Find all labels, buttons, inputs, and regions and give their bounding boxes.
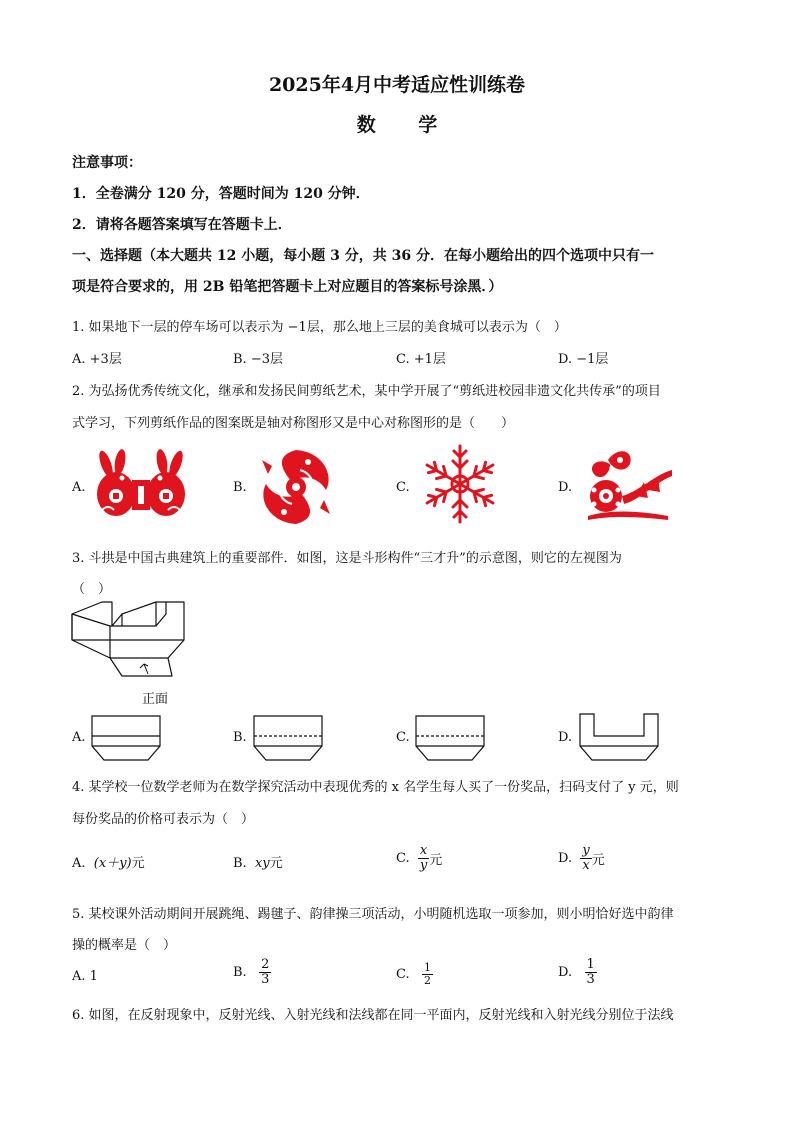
- q3-label-a: A.: [72, 730, 86, 745]
- q5-label-b: B.: [233, 965, 247, 980]
- bracket-3d-figure: [70, 600, 190, 682]
- fraction-numerator: 1: [424, 961, 432, 974]
- q3-view-b: [252, 714, 324, 762]
- q3-label-c: C.: [396, 730, 410, 745]
- q4-option-c-unit: 元: [429, 853, 443, 868]
- q2-label-d: D.: [558, 480, 573, 495]
- q3-view-a: [90, 714, 162, 762]
- q5-option-c: [396, 962, 433, 987]
- q4-option-b-unit: 元: [269, 856, 283, 871]
- q4-label-b: B.: [233, 856, 247, 871]
- q4-option-d-fraction: [580, 844, 591, 873]
- section-heading-line-2: 项是符合要求的，用 2B 铅笔把答题卡上对应题目的答案标号涂黑．）: [72, 279, 503, 295]
- q3-view-c: [414, 714, 486, 762]
- front-view-label: 正面: [142, 692, 169, 707]
- q1-option-d: D. −1层: [558, 352, 609, 367]
- q4-option-a-unit: 元: [131, 856, 145, 871]
- q4-option-b-expr: xy: [254, 856, 270, 871]
- subject-title: 数 学: [356, 114, 456, 136]
- question-4-line-2: 每份奖品的价格可表示为（ ）: [72, 812, 255, 827]
- q5-option-a-value: 1: [89, 969, 98, 984]
- q2-label-b: B.: [233, 480, 247, 495]
- question-5-line-1: 5. 某校课外活动期间开展跳绳、踢毽子、韵律操三项活动，小明随机选取一项参加，则小明恰好选中韵律: [72, 907, 674, 922]
- q4-option-d: [558, 844, 605, 873]
- q3-label-b: B.: [233, 730, 247, 745]
- q4-option-c-fraction: [418, 844, 429, 873]
- q5-label-c: C.: [396, 967, 410, 982]
- notes-heading: 注意事项：: [72, 155, 142, 171]
- q4-label-c: C.: [396, 851, 410, 866]
- q4-label-d: D.: [558, 851, 573, 866]
- fraction-denominator: 2: [424, 974, 432, 987]
- q4-label-a: A.: [72, 856, 86, 871]
- fraction-denominator: y: [419, 858, 428, 873]
- q2-label-c: C.: [396, 480, 410, 495]
- question-2-line-2: 式学习，下列剪纸作品的图案既是轴对称图形又是中心对称图形的是（ ）: [72, 416, 515, 431]
- q5-option-d: [558, 958, 597, 987]
- q3-label-d: D.: [558, 730, 573, 745]
- q4-option-a-expr: (x＋y): [93, 856, 132, 871]
- q5-option-b: [233, 958, 271, 987]
- question-3-line-1: 3. 斗拱是中国古典建筑上的重要部件．如图，这是斗形构件“三才升”的示意图，则它的左视图为: [72, 551, 622, 566]
- question-2-line-1: 2. 为弘扬优秀传统文化，继承和发扬民间剪纸艺术，某中学开展了“剪纸进校园非遗文化共传承”的项目: [72, 384, 661, 399]
- q4-option-d-unit: 元: [591, 853, 605, 868]
- q5-option-b-fraction: [259, 958, 271, 987]
- q5-option-c-fraction: [422, 962, 433, 987]
- fraction-numerator: x: [419, 843, 428, 858]
- q1-option-a: A. +3层: [72, 352, 122, 367]
- question-5-line-2: 操的概率是（ ）: [72, 938, 177, 953]
- question-4-line-1: 4. 某学校一位数学老师为在数学探究活动中表现优秀的 x 名学生每人买了一份奖品，扫码支付了 y 元，则: [72, 780, 679, 795]
- q4-option-c: [396, 844, 442, 873]
- question-1-text: 1. 如果地下一层的停车场可以表示为 −1层，那么地上三层的美食城可以表示为（ ）: [72, 320, 567, 335]
- fraction-denominator: 3: [261, 972, 270, 987]
- q5-option-a: [72, 969, 98, 984]
- fraction-denominator: 3: [586, 972, 595, 987]
- notes-item-1: 1．全卷满分 120 分，答题时间为 120 分钟．: [72, 186, 370, 202]
- fraction-numerator: 1: [586, 957, 595, 972]
- q5-option-d-fraction: [585, 958, 597, 987]
- section-heading-line-1: 一、选择题（本大题共 12 小题，每小题 3 分，共 36 分．在每小题给出的四个选项中只有一: [72, 248, 654, 264]
- fraction-numerator: y: [582, 843, 590, 858]
- q2-label-a: A.: [72, 480, 86, 495]
- papercut-butterfly-flower-image: [578, 446, 674, 524]
- q4-option-a: [72, 852, 145, 871]
- q5-label-a: A.: [72, 969, 86, 984]
- q1-option-c: C. +1层: [396, 352, 446, 367]
- papercut-rabbits-image: [92, 450, 190, 524]
- q3-view-d: [578, 712, 660, 762]
- q1-option-b: B. −3层: [233, 352, 283, 367]
- notes-item-2: 2．请将各题答案填写在答题卡上．: [72, 217, 292, 233]
- papercut-snowflake-image: [418, 442, 502, 526]
- exam-title: 2025年4月中考适应性训练卷: [268, 74, 526, 96]
- fraction-denominator: x: [580, 858, 591, 873]
- question-6-line-1: 6. 如图，在反射现象中，反射光线、入射光线和法线都在同一平面内，反射光线和入射光线分别位于法线: [72, 1008, 674, 1023]
- q4-option-b: [233, 852, 283, 871]
- papercut-fish-image: [256, 446, 336, 528]
- question-3-line-2: （ ）: [72, 582, 112, 597]
- fraction-numerator: 2: [261, 957, 270, 972]
- q5-label-d: D.: [558, 965, 573, 980]
